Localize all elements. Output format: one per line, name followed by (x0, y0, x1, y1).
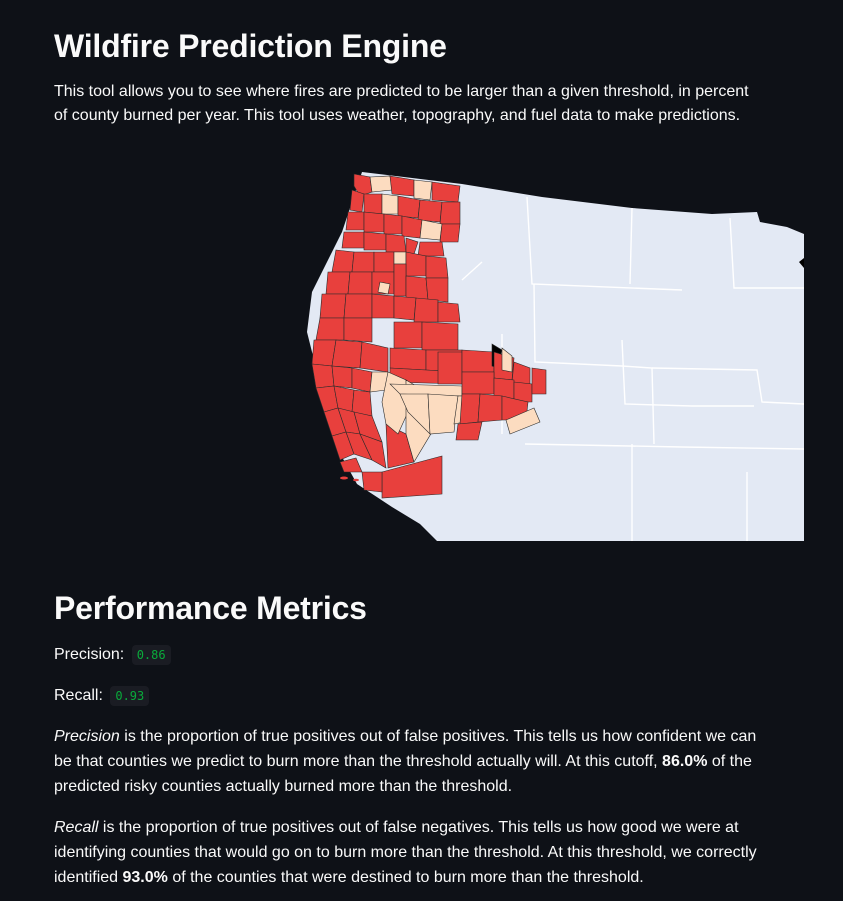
metrics-heading: Performance Metrics (54, 590, 367, 626)
recall-label: Recall: (54, 687, 103, 704)
recall-text-1: is the proportion of true positives out of false negatives. This tells us how good we were at identifying counties that would go on to burn more than the threshold. At this threshold, we correctly identified (54, 819, 757, 886)
precision-text-1: is the proportion of true positives out of false positives. This tells us how confident we can be that counties we predict to burn more than the threshold actually will. At this cutoff, (54, 728, 757, 770)
recall-term: Recall (54, 819, 99, 836)
precision-label: Precision: (54, 646, 125, 663)
oregon-counties (320, 250, 448, 322)
precision-percent: 86.0% (662, 753, 708, 770)
precision-metric (54, 643, 171, 667)
recall-explanation (54, 815, 774, 890)
precision-explanation (54, 724, 774, 799)
precision-term: Precision (54, 728, 120, 745)
washington-counties (342, 174, 460, 256)
intro-text: This tool allows you to see where fires are predicted to be larger than a given threshold, in percent of county burned per year. This tool uses weather, topography, and fuel data to make predictions. (54, 83, 749, 124)
recall-value: 0.93 (110, 686, 149, 706)
recall-text-2: of the counties that were destined to burn more than the threshold. (167, 869, 644, 886)
precision-text-2: of the predicted risky counties actually burned more than the threshold. (54, 753, 752, 795)
page-title: Wildfire Prediction Engine (54, 28, 447, 64)
recall-metric (54, 684, 149, 708)
wildfire-choropleth-map[interactable] (302, 172, 804, 541)
precision-value: 0.86 (132, 645, 171, 665)
recall-percent: 93.0% (122, 869, 168, 886)
